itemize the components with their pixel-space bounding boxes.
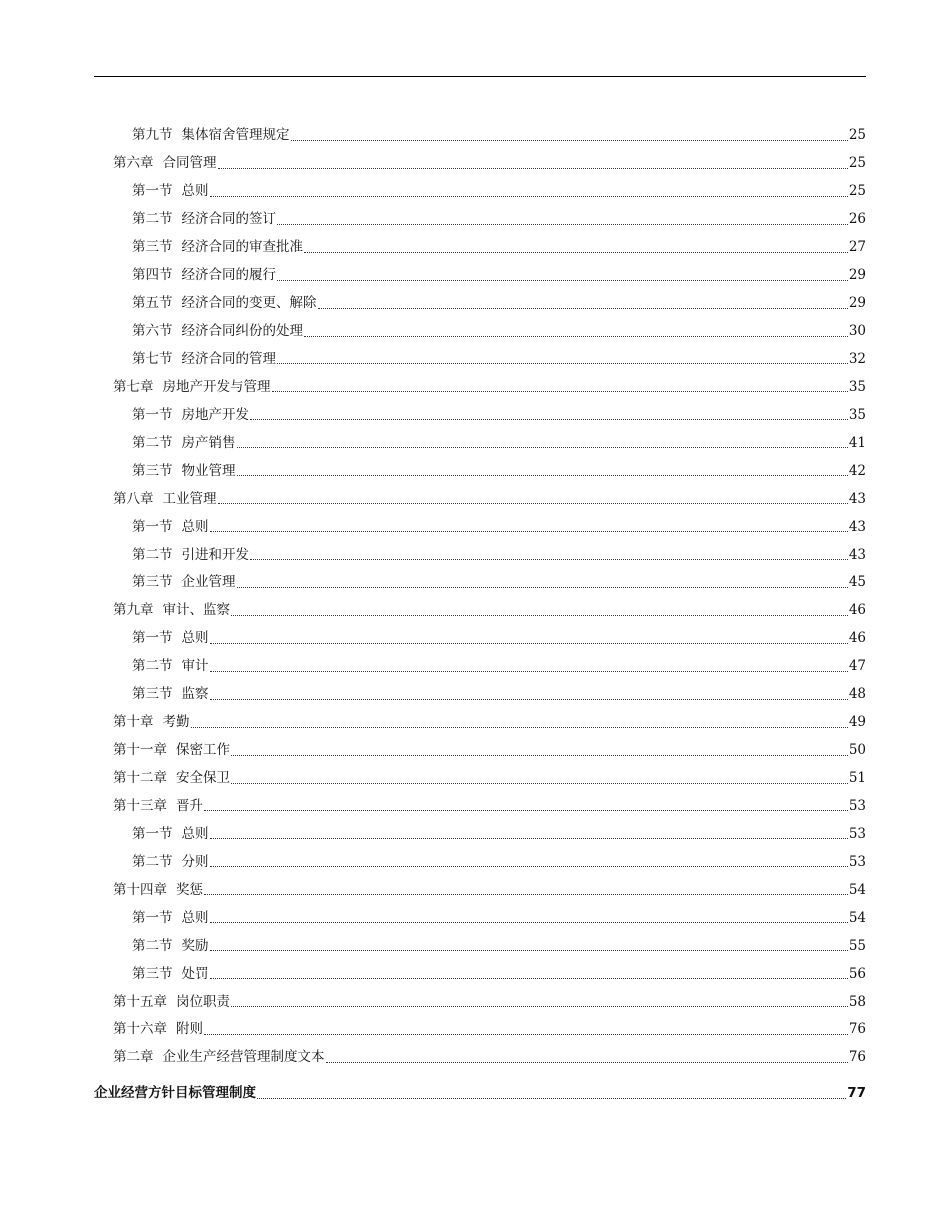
toc-entry-title: 经济合同的变更、解除 <box>181 295 317 312</box>
toc-entry-page-number: 43 <box>848 518 866 535</box>
toc-entry[interactable] <box>94 173 866 201</box>
toc-entry-number: 第一节 <box>132 183 173 200</box>
toc-entry-label <box>132 632 209 648</box>
toc-entry[interactable] <box>94 983 866 1011</box>
toc-entry-title: 经济合同的审查批准 <box>181 239 303 256</box>
toc-entry-title: 引进和开发 <box>181 546 249 563</box>
toc-entry-number: 第二节 <box>132 658 173 675</box>
toc-entry[interactable] <box>94 396 866 424</box>
toc-entry-label <box>132 325 303 341</box>
toc-entry-label <box>132 853 209 872</box>
toc-entry-number: 第二节 <box>132 434 173 451</box>
toc-entry-title: 企业生产经营管理制度文本 <box>162 1049 325 1066</box>
toc-entry[interactable] <box>94 676 866 704</box>
toc-entry[interactable] <box>94 285 866 313</box>
toc-entry-title: 房地产开发 <box>181 406 249 423</box>
toc-entry[interactable] <box>94 145 866 173</box>
toc-entry-page-number: 43 <box>848 546 866 563</box>
toc-entry[interactable] <box>94 592 866 620</box>
toc-entry-title: 处罚 <box>181 965 209 982</box>
dot-leader <box>210 531 848 532</box>
toc-entry-title: 经济合同的签订 <box>181 211 276 228</box>
toc-entry-title: 房地产开发与管理 <box>162 378 271 395</box>
toc-entry-title: 审计 <box>181 658 209 675</box>
toc-entry-number: 第二节 <box>132 546 173 563</box>
toc-entry-number: 第八章 <box>113 490 154 507</box>
toc-entry[interactable] <box>94 760 866 788</box>
dot-leader <box>218 503 848 504</box>
toc-entry-label <box>113 993 230 1012</box>
toc-entry-label <box>132 185 209 201</box>
dot-leader <box>210 922 848 923</box>
toc-entry[interactable] <box>94 201 866 229</box>
toc-entry[interactable] <box>94 955 866 983</box>
toc-entry-page-number: 53 <box>848 825 866 842</box>
dot-leader <box>204 810 848 811</box>
toc-entry-page-number: 29 <box>848 267 866 284</box>
toc-entry-title: 经济合同的管理 <box>181 350 276 367</box>
dot-leader <box>231 783 848 784</box>
toc-entry-label <box>113 744 230 760</box>
dot-leader <box>237 447 848 448</box>
dot-leader <box>277 363 848 364</box>
toc-entry-page-number: 25 <box>848 183 866 200</box>
toc-entry-title: 考勤 <box>162 714 190 731</box>
toc-entry-title: 审计、监察 <box>162 602 230 619</box>
toc-entry-number: 第十六章 <box>113 1021 167 1038</box>
toc-entry-label <box>113 490 217 509</box>
toc-entry-number: 第二节 <box>132 937 173 954</box>
header-rule <box>94 76 866 77</box>
toc-entry-number: 第十三章 <box>113 797 167 814</box>
toc-entry[interactable] <box>94 927 866 955</box>
toc-entry-title: 奖惩 <box>176 881 203 898</box>
toc-entry-number: 第九节 <box>132 127 173 144</box>
toc-entry-title: 安全保卫 <box>176 770 230 786</box>
toc-entry-title: 岗位职责 <box>176 993 230 1010</box>
toc-entry-number: 第十章 <box>113 714 154 731</box>
toc-entry-label <box>132 660 209 676</box>
dot-leader <box>277 280 848 281</box>
dot-leader <box>210 196 848 197</box>
dot-leader <box>204 894 848 895</box>
toc-entry-title: 企业管理 <box>181 574 236 591</box>
dot-leader <box>210 978 848 979</box>
toc-entry-number: 第十二章 <box>113 770 167 786</box>
toc-entry-label <box>113 604 230 620</box>
toc-entry-label <box>132 269 276 285</box>
toc-entry-number: 第七章 <box>113 378 154 395</box>
toc-entry-label <box>132 825 209 844</box>
dot-leader <box>210 950 848 951</box>
toc-entry-title: 监察 <box>181 686 209 703</box>
toc-entry-page-number: 54 <box>848 881 866 898</box>
dot-leader <box>257 1098 846 1099</box>
toc-entry-page-number: 32 <box>848 350 866 367</box>
dot-leader <box>304 252 848 253</box>
toc-entry[interactable] <box>94 899 866 927</box>
toc-entry-label <box>132 518 209 537</box>
toc-entry[interactable] <box>94 452 866 480</box>
toc-entry-label <box>132 434 236 453</box>
toc-entry-number: 第十五章 <box>113 993 167 1010</box>
dot-leader <box>204 1034 848 1035</box>
toc-entry[interactable] <box>94 536 866 564</box>
dot-leader <box>237 587 848 588</box>
toc-entry-number: 第一节 <box>132 825 173 842</box>
toc-entry-page-number: 27 <box>848 239 866 256</box>
toc-entry-number: 第二节 <box>132 853 173 870</box>
toc-entry-title: 奖励 <box>181 937 209 954</box>
dot-leader <box>277 224 848 225</box>
toc-entry-title: 总则 <box>181 183 209 200</box>
toc-entry-label <box>132 462 236 481</box>
toc-entry-page-number: 77 <box>847 1085 866 1102</box>
toc-entry-page-number: 35 <box>848 378 866 395</box>
toc-entry-title: 总则 <box>181 825 209 842</box>
toc-entry-page-number: 53 <box>848 797 866 814</box>
toc-entry-page-number: 56 <box>848 965 866 982</box>
toc-entry-title: 工业管理 <box>162 490 217 507</box>
dot-leader <box>231 755 848 756</box>
toc-entry-number: 第二节 <box>132 211 173 228</box>
toc-entry-label <box>113 716 190 732</box>
dot-leader <box>218 168 848 169</box>
table-of-contents <box>94 117 866 1103</box>
dot-leader <box>272 391 848 392</box>
toc-entry-page-number: 48 <box>848 686 866 703</box>
toc-entry[interactable] <box>94 480 866 508</box>
toc-entry-title: 经济合同的履行 <box>181 267 276 284</box>
toc-entry-number: 第六节 <box>132 323 173 339</box>
dot-leader <box>250 419 848 420</box>
toc-entry-page-number: 49 <box>848 714 866 731</box>
toc-entry[interactable] <box>94 788 866 816</box>
toc-entry-page-number: 45 <box>848 574 866 591</box>
toc-entry-page-number: 25 <box>848 127 866 144</box>
toc-entry-label <box>132 213 276 229</box>
toc-entry[interactable] <box>94 229 866 257</box>
toc-entry[interactable] <box>94 313 866 341</box>
toc-entry-label <box>113 1023 203 1039</box>
toc-entry-number: 第三节 <box>132 574 173 591</box>
toc-entry-label <box>94 1087 256 1103</box>
toc-entry-page-number: 46 <box>848 602 866 619</box>
dot-leader <box>250 559 848 560</box>
dot-leader <box>231 1006 848 1007</box>
dot-leader <box>210 699 848 700</box>
toc-entry-number: 第一节 <box>132 406 173 423</box>
toc-entry-title: 保密工作 <box>176 742 230 759</box>
toc-entry-page-number: 42 <box>848 462 866 479</box>
dot-leader <box>326 1062 848 1063</box>
toc-entry-label <box>113 1051 325 1067</box>
toc-entry-label <box>113 157 217 173</box>
toc-entry-page-number: 25 <box>848 155 866 172</box>
toc-entry-title: 总则 <box>181 518 209 535</box>
toc-entry-label <box>132 129 290 145</box>
toc-entry-page-number: 30 <box>848 323 866 339</box>
dot-leader <box>210 671 848 672</box>
toc-entry-page-number: 76 <box>848 1049 866 1066</box>
toc-entry-number: 第三节 <box>132 965 173 982</box>
toc-entry-label <box>113 797 203 816</box>
toc-entry[interactable] <box>94 843 866 871</box>
toc-entry-page-number: 51 <box>848 770 866 786</box>
toc-entry-number: 第五节 <box>132 295 173 312</box>
toc-entry-label <box>113 881 203 900</box>
toc-entry-number: 第十一章 <box>113 742 167 759</box>
toc-entry-number: 第一节 <box>132 518 173 535</box>
dot-leader <box>318 308 848 309</box>
toc-entry-title: 总则 <box>181 630 209 647</box>
toc-entry-label <box>132 350 276 369</box>
toc-entry-number: 第十四章 <box>113 881 167 898</box>
toc-entry-title: 晋升 <box>176 797 203 814</box>
toc-entry-page-number: 26 <box>848 211 866 228</box>
toc-entry[interactable] <box>94 1039 866 1067</box>
toc-entry-number: 第六章 <box>113 155 154 172</box>
toc-entry-page-number: 54 <box>848 909 866 926</box>
toc-entry[interactable] <box>94 871 866 899</box>
toc-entry[interactable] <box>94 815 866 843</box>
toc-entry-title: 物业管理 <box>181 462 236 479</box>
toc-entry-label <box>132 546 249 565</box>
toc-entry-page-number: 76 <box>848 1021 866 1038</box>
toc-entry-number: 第三节 <box>132 239 173 256</box>
toc-entry-number: 第四节 <box>132 267 173 284</box>
toc-entry-label <box>132 688 209 704</box>
toc-entry-title: 合同管理 <box>162 155 217 172</box>
toc-entry[interactable] <box>94 704 866 732</box>
toc-entry-number: 第二章 <box>113 1049 154 1066</box>
dot-leader <box>210 838 848 839</box>
toc-entry-label <box>132 406 249 425</box>
dot-leader <box>237 475 848 476</box>
dot-leader <box>304 336 848 337</box>
dot-leader <box>231 615 848 616</box>
toc-entry[interactable] <box>94 424 866 452</box>
dot-leader <box>191 727 848 728</box>
toc-entry[interactable] <box>94 732 866 760</box>
toc-entry-title: 经济合同纠份的处理 <box>181 323 303 339</box>
toc-entry-label <box>113 772 230 788</box>
toc-entry-number: 第一节 <box>132 630 173 647</box>
dot-leader <box>291 140 848 141</box>
toc-entry-label <box>132 297 317 313</box>
toc-entry-title: 分则 <box>181 853 209 870</box>
toc-entry-label <box>132 241 303 257</box>
toc-entry-title: 企业经营方针目标管理制度 <box>94 1085 256 1102</box>
toc-entry-label <box>132 965 209 984</box>
toc-entry[interactable] <box>94 1011 866 1039</box>
toc-entry-title: 房产销售 <box>181 434 236 451</box>
toc-entry-page-number: 58 <box>848 993 866 1010</box>
toc-entry-page-number: 47 <box>848 658 866 675</box>
toc-entry-label <box>132 909 209 928</box>
toc-entry-label <box>132 576 236 592</box>
toc-entry-title: 附则 <box>176 1021 203 1038</box>
dot-leader <box>210 866 848 867</box>
toc-entry[interactable] <box>94 564 866 592</box>
toc-entry-page-number: 50 <box>848 742 866 759</box>
toc-entry[interactable] <box>94 508 866 536</box>
toc-entry[interactable] <box>94 620 866 648</box>
toc-entry-label <box>113 378 271 397</box>
toc-entry-page-number: 35 <box>848 406 866 423</box>
toc-entry-title: 集体宿舍管理规定 <box>181 127 290 144</box>
toc-entry-number: 第三节 <box>132 686 173 703</box>
toc-entry-page-number: 55 <box>848 937 866 954</box>
toc-entry-page-number: 53 <box>848 853 866 870</box>
toc-entry[interactable] <box>94 648 866 676</box>
toc-entry-number: 第三节 <box>132 462 173 479</box>
toc-entry[interactable] <box>94 117 866 145</box>
toc-entry-number: 第一节 <box>132 909 173 926</box>
toc-entry-page-number: 29 <box>848 295 866 312</box>
toc-entry-page-number: 41 <box>848 434 866 451</box>
toc-entry-page-number: 46 <box>848 630 866 647</box>
toc-entry-page-number: 43 <box>848 490 866 507</box>
toc-entry-label <box>132 937 209 956</box>
toc-entry-title: 总则 <box>181 909 209 926</box>
dot-leader <box>210 643 848 644</box>
toc-entry[interactable] <box>94 341 866 369</box>
toc-entry[interactable] <box>94 1075 866 1103</box>
toc-entry[interactable] <box>94 368 866 396</box>
toc-entry[interactable] <box>94 257 866 285</box>
toc-entry-number: 第七节 <box>132 350 173 367</box>
toc-entry-number: 第九章 <box>113 602 154 619</box>
